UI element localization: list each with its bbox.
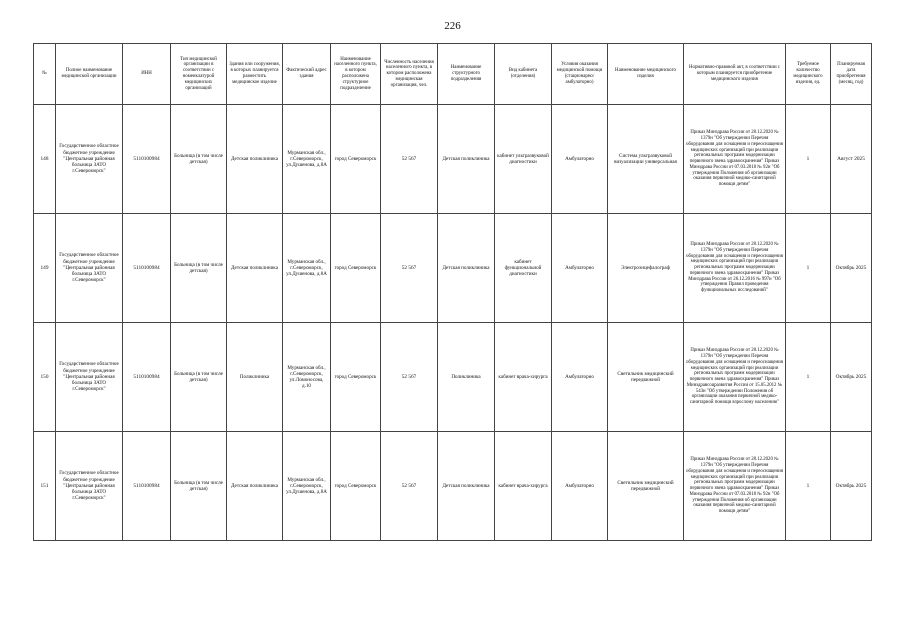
cell-regulation: Приказ Минздрава России от 28.12.2020 № 1379н "Об утверждении Перечня оборудования для оснащения и переоснащения медицинских организаций при реализации региональных программ модернизации первичного звена здравоохранения" Приказ Минздрава России от 07.03.2018 № 92н "Об утверждении Положения об организации оказания первичной медико-санитарной помощи детям" <box>684 105 786 214</box>
cell-unit: Детская поликлиника <box>438 432 495 541</box>
cell-conditions: Амбулаторно <box>552 214 608 323</box>
cell-device: Система ультразвуковой визуализации универсальная <box>608 105 684 214</box>
equipment-table <box>33 43 872 541</box>
cell-org-type: Больница (в том числе детская) <box>171 432 227 541</box>
column-header-regulation: Нормативно-правовой акт, в соответствии с которым планируется приобретение медицинского изделия <box>684 44 786 105</box>
column-header-locality: Наименование населенного пункта, в котором расположена структурное подразделение <box>331 44 381 105</box>
cell-conditions: Амбулаторно <box>552 105 608 214</box>
cell-inn: 5110100984 <box>123 323 171 432</box>
cell-population: 52 567 <box>381 214 438 323</box>
cell-number: 149 <box>34 214 56 323</box>
cell-quantity: 1 <box>786 432 831 541</box>
cell-address: Мурманская обл., г.Североморск, ул.Душенова, д.8А <box>283 432 331 541</box>
column-header-device: Наименование медицинского изделия <box>608 44 684 105</box>
cell-building: Детская поликлиника <box>227 432 283 541</box>
cell-org-name: Государственное областное бюджетное учреждение "Центральная районная больница ЗАТО г.Североморск" <box>56 214 123 323</box>
cell-cabinet: кабинет врача-хирурга <box>495 432 552 541</box>
cell-regulation: Приказ Минздрава России от 28.12.2020 № 1379н "Об утверждении Перечня оборудования для оснащения и переоснащения медицинских организаций при реализации региональных программ модернизации первичного звена здравоохранения" Приказ Минздрава России от 26.12.2016 № 997н "Об утверждении Правил проведения функциональных исследований" <box>684 214 786 323</box>
cell-regulation: Приказ Минздрава России от 28.12.2020 № 1379н "Об утверждении Перечня оборудования для оснащения и переоснащения медицинских организаций при реализации региональных программ модернизации первичного звена здравоохранения" Приказ Минздрава России от 07.03.2018 № 92н "Об утверждении Положения об организации оказания первичной медико-санитарной помощи детям" <box>684 432 786 541</box>
cell-cabinet: кабинет врача-хирурга <box>495 323 552 432</box>
cell-building: Детская поликлиника <box>227 214 283 323</box>
cell-unit: Поликлиника <box>438 323 495 432</box>
cell-conditions: Амбулаторно <box>552 323 608 432</box>
column-header-quantity: Требуемое количество медицинского изделия, ед. <box>786 44 831 105</box>
cell-locality: город Североморск <box>331 432 381 541</box>
table-header <box>34 44 872 105</box>
page-number: 226 <box>444 20 461 32</box>
cell-inn: 5110100984 <box>123 214 171 323</box>
column-header-date: Планируемая дата приобретения (месяц, год) <box>831 44 872 105</box>
cell-date: Август 2025 <box>831 105 872 214</box>
cell-conditions: Амбулаторно <box>552 432 608 541</box>
column-header-org-type: Тип медицинской организации в соответствии с номенклатурой медицинских организаций <box>171 44 227 105</box>
cell-quantity: 1 <box>786 214 831 323</box>
cell-inn: 5110100984 <box>123 432 171 541</box>
cell-device: Светильник медицинский передвижной <box>608 323 684 432</box>
table-row <box>34 214 872 323</box>
cell-locality: город Североморск <box>331 105 381 214</box>
table-row <box>34 432 872 541</box>
cell-org-type: Больница (в том числе детская) <box>171 214 227 323</box>
cell-address: Мурманская обл., г.Североморск, ул.Ломоносова, д.10 <box>283 323 331 432</box>
cell-device: Светильник медицинский передвижной <box>608 432 684 541</box>
cell-number: 151 <box>34 432 56 541</box>
cell-cabinet: кабинет ультразвуковой диагностики <box>495 105 552 214</box>
cell-quantity: 1 <box>786 323 831 432</box>
table-row <box>34 105 872 214</box>
cell-inn: 5110100984 <box>123 105 171 214</box>
cell-regulation: Приказ Минздрава России от 28.12.2020 № 1379н "Об утверждении Перечня оборудования для оснащения и переоснащения медицинских организаций при реализации региональных программ модернизации первичного звена здравоохранения" Приказ Минздравсоцразвития России от 15.05.2012 № 543н "Об утверждении Положения об организации оказания первичной медико-санитарной помощи взрослому населению" <box>684 323 786 432</box>
cell-org-name: Государственное областное бюджетное учреждение "Центральная районная больница ЗАТО г.Североморск" <box>56 432 123 541</box>
header-row <box>34 44 872 105</box>
cell-population: 52 567 <box>381 105 438 214</box>
column-header-building: Здания или сооружения, в которых планируется разместить медицинское изделие <box>227 44 283 105</box>
cell-org-name: Государственное областное бюджетное учреждение "Центральная районная больница ЗАТО г.Североморск" <box>56 105 123 214</box>
column-header-cabinet: Вид кабинета (отделения) <box>495 44 552 105</box>
column-header-inn: ИНН <box>123 44 171 105</box>
column-header-org-name: Полное наименование медицинской организации <box>56 44 123 105</box>
cell-date: Октябрь 2025 <box>831 323 872 432</box>
cell-date: Октябрь 2025 <box>831 214 872 323</box>
cell-address: Мурманская обл., г.Североморск, ул.Душенова, д.8А <box>283 105 331 214</box>
column-header-address: Фактический адрес здания <box>283 44 331 105</box>
cell-number: 150 <box>34 323 56 432</box>
cell-building: Детская поликлиника <box>227 105 283 214</box>
cell-date: Октябрь 2025 <box>831 432 872 541</box>
cell-device: Электроэнцефалограф <box>608 214 684 323</box>
cell-locality: город Североморск <box>331 214 381 323</box>
table-body <box>34 105 872 541</box>
cell-address: Мурманская обл., г.Североморск, ул.Душенова, д.8А <box>283 214 331 323</box>
cell-org-type: Больница (в том числе детская) <box>171 105 227 214</box>
cell-unit: Детская поликлиника <box>438 214 495 323</box>
cell-building: Поликлиника <box>227 323 283 432</box>
column-header-population: Численность населения населенного пункта, в котором расположена медицинская организация, чел. <box>381 44 438 105</box>
column-header-conditions: Условия оказания медицинской помощи (стационарно/амбулаторно) <box>552 44 608 105</box>
column-header-number: № <box>34 44 56 105</box>
cell-number: 148 <box>34 105 56 214</box>
cell-org-name: Государственное областное бюджетное учреждение "Центральная районная больница ЗАТО г.Североморск" <box>56 323 123 432</box>
cell-unit: Детская поликлиника <box>438 105 495 214</box>
cell-locality: город Североморск <box>331 323 381 432</box>
column-header-unit: Наименование структурного подразделения <box>438 44 495 105</box>
cell-quantity: 1 <box>786 105 831 214</box>
cell-org-type: Больница (в том числе детская) <box>171 323 227 432</box>
cell-population: 52 567 <box>381 323 438 432</box>
table-row <box>34 323 872 432</box>
cell-population: 52 567 <box>381 432 438 541</box>
cell-cabinet: кабинет функциональной диагностики <box>495 214 552 323</box>
